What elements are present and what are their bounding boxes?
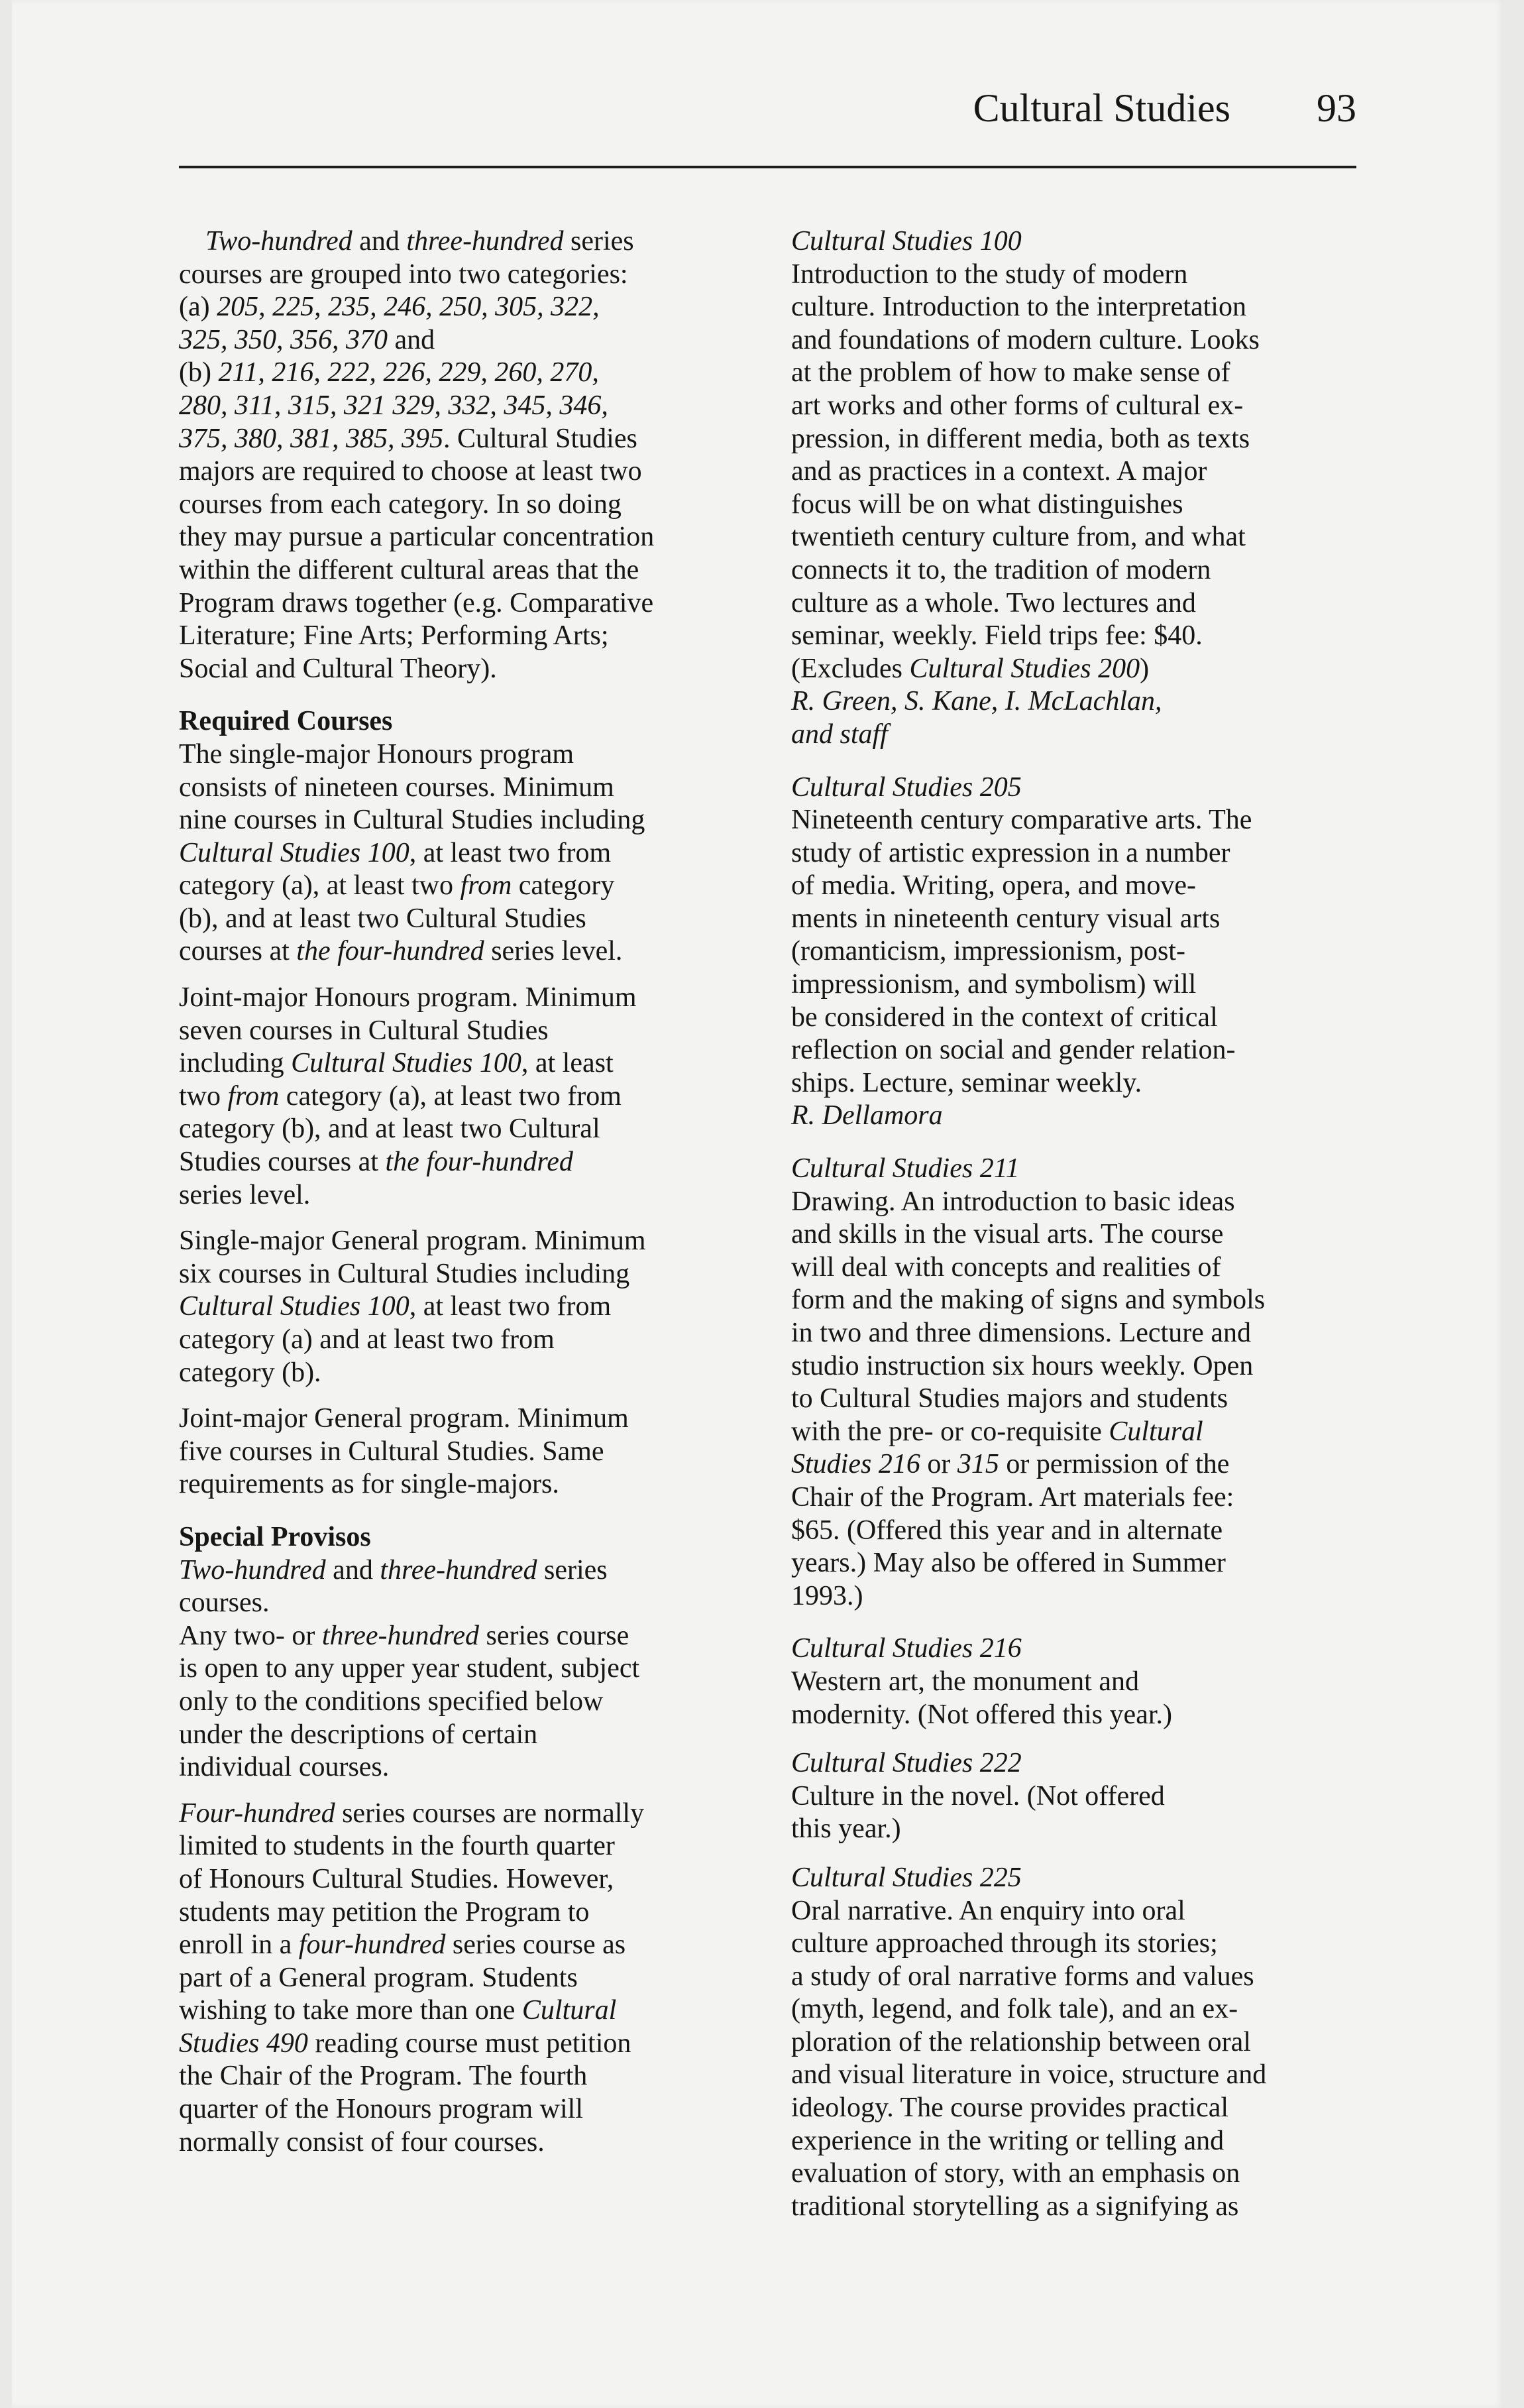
text-italic: Cultural Studies 100 [179,1291,409,1322]
text-line: they may pursue a particular concentration [179,522,655,553]
text-line: Program draws together (e.g. Comparative [179,587,654,618]
text-line: traditional storytelling as a signifying as [791,2191,1239,2222]
text-line: will deal with concepts and realities of [791,1251,1221,1283]
text-line: consists of nineteen courses. Minimum [179,772,614,803]
text: category [512,870,615,901]
text-italic: Cultural Studies 100 [179,837,409,868]
text-line: Culture in the novel. (Not offered [791,1780,1165,1811]
required-paragraph-2 [179,982,749,1212]
text-line: courses are grouped into two categories: [179,258,628,290]
text-line: culture. Introduction to the interpretation [791,292,1246,323]
text: and [388,324,435,355]
text-line: individual courses. [179,1752,390,1783]
text: and [325,1554,380,1585]
text: Studies courses at [179,1147,386,1178]
text-line: only to the conditions specified below [179,1686,604,1717]
text-line: at the problem of how to make sense of [791,357,1230,388]
text-line: $65. (Offered this year and in alternate [791,1515,1223,1546]
text-line: ships. Lecture, seminar weekly. [791,1067,1142,1098]
text-italic: from [460,870,512,901]
text-italic: from [227,1080,280,1112]
course-title: Cultural Studies 222 [791,1748,1022,1779]
text-line: form and the making of signs and symbols [791,1285,1266,1316]
required-paragraph-3 [179,1225,749,1389]
text-line: requirements as for single-majors. [179,1469,559,1500]
text-line: years.) May also be offered in Summer [791,1548,1226,1579]
text-line: is open to any upper year student, subject [179,1653,640,1684]
text-line: study of artistic expression in a number [791,837,1230,868]
text-line: courses from each category. In so doing [179,488,622,520]
text-line: limited to students in the fourth quarter [179,1831,615,1862]
text-line: category (b). [179,1357,321,1388]
text-italic: Four-hundred [179,1798,335,1829]
text-line: pression, in different media, both as texts [791,423,1250,454]
text-line: Joint-major General program. Minimum [179,1403,629,1434]
text-line: courses. [179,1587,270,1619]
text: enroll in a [179,1929,299,1961]
text: (a) [179,292,217,323]
text-line: 1993.) [791,1580,863,1611]
text-line: normally consist of four courses. [179,2126,545,2157]
header-rule [179,166,1356,168]
text: category (a), at least two [179,870,461,901]
text-italic: Studies 490 [179,2028,308,2059]
text-line: ideology. The course provides practical [791,2093,1229,2124]
text-line: Drawing. An introduction to basic ideas [791,1186,1235,1217]
text: , at least two from [409,837,612,868]
text-line: (romanticism, impressionism, post- [791,936,1185,967]
required-paragraph-1 [179,738,749,968]
text-line: (myth, legend, and folk tale), and an ex- [791,1994,1238,2025]
text-line: focus will be on what distinguishes [791,488,1183,520]
text-italic: the four-hundred [296,936,484,967]
text: . Cultural Studies [443,423,637,454]
intro-paragraph [179,225,749,685]
text-italic: Cultural Studies 100 [291,1048,521,1079]
right-column [791,225,1368,2236]
text-line: five courses in Cultural Studies. Same [179,1436,604,1467]
text-line: studio instruction six hours weekly. Open [791,1350,1254,1381]
text: courses at [179,936,297,967]
course-title: Cultural Studies 225 [791,1862,1022,1893]
text-line: modernity. (Not offered this year.) [791,1699,1172,1730]
special-paragraph-1 [179,1554,749,1620]
text-line: this year.) [791,1813,901,1845]
course-205 [791,772,1368,1133]
text: with the pre- or co-requisite [791,1416,1109,1447]
running-header [179,76,1356,169]
text-italic: Two-hundred [179,1554,326,1585]
text-line: Joint-major Honours program. Minimum [179,982,637,1013]
text-italic: three-hundred [321,1620,479,1651]
course-title: Cultural Studies 216 [791,1633,1022,1664]
text: wishing to take more than one [179,1995,522,2026]
text-line: culture as a whole. Two lectures and [791,587,1196,618]
text-italic: Studies 216 [791,1449,920,1480]
text: (b) [179,357,219,388]
text-line: under the descriptions of certain [179,1719,538,1750]
instructors: R. Green, S. Kane, I. McLachlan, [791,686,1162,717]
text: ) [1140,653,1150,684]
text: or [920,1449,957,1480]
text: and [352,226,407,257]
text: series [570,226,634,257]
text-italic: 280, 311, 315, 321 329, 332, 345, 346, [179,390,608,421]
text: series course as [445,1929,626,1961]
text-line: series level. [179,1179,311,1210]
text: Any two- or [179,1620,322,1651]
instructors: and staff [791,718,888,750]
text-line: connects it to, the tradition of modern [791,554,1211,585]
text-italic: 211, 216, 222, 226, 229, 260, 270, [218,357,599,388]
text-line: be considered in the context of critical [791,1002,1218,1033]
text-line: ments in nineteenth century visual arts [791,903,1221,934]
text-line: part of a General program. Students [179,1962,578,1993]
text-line: of media. Writing, opera, and move- [791,870,1197,901]
text-line: Oral narrative. An enquiry into oral [791,1895,1185,1926]
text-line: students may petition the Program to [179,1896,590,1927]
text-line: Nineteenth century comparative arts. The [791,805,1252,836]
text-line: in two and three dimensions. Lecture and [791,1318,1251,1348]
text-line: reflection on social and gender relation- [791,1035,1236,1066]
course-216 [791,1633,1368,1731]
text-italic: four-hundred [298,1929,446,1961]
text-line: evaluation of story, with an emphasis on [791,2158,1240,2189]
course-225 [791,1862,1368,2224]
page-number: 93 [1317,86,1356,130]
text-italic: Cultural Studies 200 [909,653,1140,684]
text-italic: 315 [957,1449,999,1480]
text: (Excludes [791,653,910,684]
text-line: Social and Cultural Theory). [179,653,497,684]
course-title: Cultural Studies 205 [791,772,1022,803]
text: including [179,1048,292,1079]
text-line: impressionism, and symbolism) will [791,969,1197,1000]
text: two [179,1080,228,1112]
course-222 [791,1747,1368,1846]
text-line: and as practices in a context. A major [791,456,1207,487]
course-title: Cultural Studies 211 [791,1153,1020,1184]
text-line: The single-major Honours program [179,738,574,770]
text: series level. [484,936,623,967]
course-title: Cultural Studies 100 [791,226,1022,257]
text: category (a), at least two from [279,1080,622,1112]
special-provisos-heading: Special Provisos [179,1521,371,1552]
instructors: R. Dellamora [791,1100,943,1131]
text: , at least two from [409,1291,612,1322]
text-line: (b), and at least two Cultural Studies [179,903,586,934]
text-line: and skills in the visual arts. The course [791,1219,1224,1250]
required-courses-heading: Required Courses [179,706,393,737]
text-line: culture approached through its stories; [791,1928,1218,1959]
course-211 [791,1153,1368,1613]
text-line: Western art, the monument and [791,1666,1139,1697]
text-line: category (b), and at least two Cultural [179,1114,600,1145]
text-line: quarter of the Honours program will [179,2094,584,2125]
text-line: and visual literature in voice, structure and [791,2059,1267,2091]
text-italic: 205, 225, 235, 246, 250, 305, 322, [217,292,600,323]
text-line: six courses in Cultural Studies including [179,1258,630,1289]
text: , at least [521,1048,614,1079]
text-line: within the different cultural areas that the [179,554,639,585]
text-line: twentieth century culture from, and what [791,522,1246,553]
text-line: majors are required to choose at least two [179,456,642,487]
course-100 [791,225,1368,752]
text-line: a study of oral narrative forms and values [791,1961,1254,1992]
text-line: Chair of the Program. Art materials fee: [791,1481,1234,1513]
text-italic: the four-hundred [385,1147,573,1178]
text-line: seven courses in Cultural Studies [179,1015,549,1046]
text: series courses are normally [335,1798,645,1829]
left-column [179,225,749,2172]
text-line: and foundations of modern culture. Looks [791,324,1260,355]
text-italic: Cultural [1109,1416,1203,1447]
text-line: Literature; Fine Arts; Performing Arts; [179,620,609,652]
special-paragraph-3 [179,1798,749,2159]
text-italic: 375, 380, 381, 385, 395 [179,423,443,454]
text-line: Introduction to the study of modern [791,258,1188,290]
text-italic: three-hundred [380,1554,537,1585]
text-italic: three-hundred [406,226,564,257]
text-italic: 325, 350, 356, 370 [179,324,388,355]
page [12,0,1504,2408]
special-paragraph-2 [179,1620,749,1784]
text-line: art works and other forms of cultural ex- [791,390,1244,421]
text: reading course must petition [307,2028,631,2059]
text-line: experience in the writing or telling and [791,2125,1225,2156]
text-italic: Cultural [521,1995,617,2026]
text-line: of Honours Cultural Studies. However, [179,1863,614,1894]
text-italic: Two-hundred [205,226,353,257]
header-title: Cultural Studies [973,86,1230,130]
text-line: category (a) and at least two from [179,1324,555,1355]
text-line: Single-major General program. Minimum [179,1226,646,1257]
text: or permission of the [999,1449,1230,1480]
text: series [537,1554,608,1585]
required-paragraph-4 [179,1403,749,1501]
text-line: nine courses in Cultural Studies including [179,805,645,836]
text-line: ploration of the relationship between oral [791,2026,1251,2057]
text-line: seminar, weekly. Field trips fee: $40. [791,620,1203,652]
text: series course [478,1620,629,1651]
text-line: the Chair of the Program. The fourth [179,2061,588,2092]
text-line: to Cultural Studies majors and students [791,1383,1228,1414]
